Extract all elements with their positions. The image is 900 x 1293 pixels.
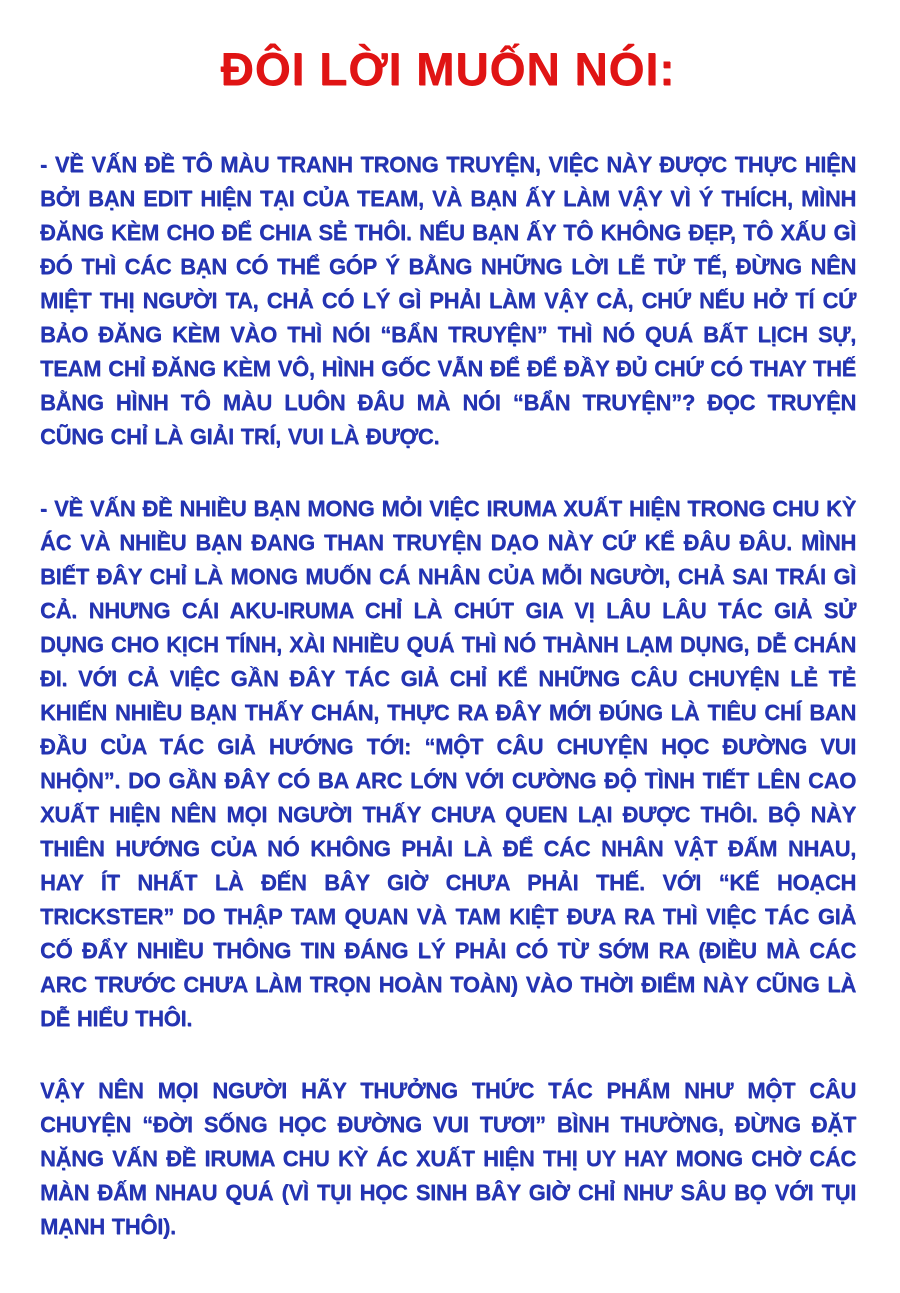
page-title: ĐÔI LỜI MUỐN NÓI: — [220, 43, 676, 95]
paragraph-closing-note: VẬY NÊN MỌI NGƯỜI HÃY THƯỞNG THỨC TÁC PHẨM NHƯ MỘT CÂU CHUYỆN “ĐỜI SỐNG HỌC ĐƯỜNG VUI TƯƠI” BÌNH THƯỜNG, ĐỪNG ĐẶT NẶNG VẤN ĐỀ IRUMA CHU KỲ ÁC XUẤT HIỆN THỊ UY HAY MONG CHỜ CÁC MÀN ĐẤM NHAU QUÁ (VÌ TỤI HỌC SINH BÂY GIỜ CHỈ NHƯ SÂU BỌ VỚI TỤI MẠNH THÔI). — [40, 1078, 856, 1239]
paragraph-coloring-note: - VỀ VẤN ĐỀ TÔ MÀU TRANH TRONG TRUYỆN, VIỆC NÀY ĐƯỢC THỰC HIỆN BỞI BẠN EDIT HIỆN TẠI CỦA TEAM, VÀ BẠN ẤY LÀM VẬY VÌ Ý THÍCH, MÌNH ĐĂNG KÈM CHO ĐỂ CHIA SẺ THÔI. NẾU BẠN ẤY TÔ KHÔNG ĐẸP, TÔ XẤU GÌ ĐÓ THÌ CÁC BẠN CÓ THỂ GÓP Ý BẰNG NHỮNG LỜI LẼ TỬ TẾ, ĐỪNG NÊN MIỆT THỊ NGƯỜI TA, CHẢ CÓ LÝ GÌ PHẢI LÀM VẬY CẢ, CHỨ NẾU HỞ TÍ CỨ BẢO ĐĂNG KÈM VÀO THÌ NÓI “BẨN TRUYỆN” THÌ NÓ QUÁ BẤT LỊCH SỰ, TEAM CHỈ ĐĂNG KÈM VÔ, HÌNH GỐC VẪN ĐỂ ĐỂ ĐẦY ĐỦ CHỨ CÓ THAY THẾ BẰNG HÌNH TÔ MÀU LUÔN ĐÂU MÀ NÓI “BẨN TRUYỆN”? ĐỌC TRUYỆN CŨNG CHỈ LÀ GIẢI TRÍ, VUI LÀ ĐƯỢC. — [40, 152, 856, 449]
paragraph-iruma-evil-cycle-note: - VỀ VẤN ĐỀ NHIỀU BẠN MONG MỎI VIỆC IRUMA XUẤT HIỆN TRONG CHU KỲ ÁC VÀ NHIỀU BẠN ĐANG THAN TRUYỆN DẠO NÀY CỨ KỂ ĐÂU ĐÂU. MÌNH BIẾT ĐÂY CHỈ LÀ MONG MUỐN CÁ NHÂN CỦA MỖI NGƯỜI, CHẢ SAI TRÁI GÌ CẢ. NHƯNG CÁI AKU-IRUMA CHỈ LÀ CHÚT GIA VỊ LÂU LÂU TÁC GIẢ SỬ DỤNG CHO KỊCH TÍNH, XÀI NHIỀU QUÁ THÌ NÓ THÀNH LẠM DỤNG, DỄ CHÁN ĐI. VỚI CẢ VIỆC GẦN ĐÂY TÁC GIẢ CHỈ KỂ NHỮNG CÂU CHUYỆN LẺ TẺ KHIẾN NHIỀU BẠN THẤY CHÁN, THỰC RA ĐÂY MỚI ĐÚNG LÀ TIÊU CHÍ BAN ĐẦU CỦA TÁC GIẢ HƯỚNG TỚI: “MỘT CÂU CHUYỆN HỌC ĐƯỜNG VUI NHỘN”. DO GẦN ĐÂY CÓ BA ARC LỚN VỚI CƯỜNG ĐỘ TÌNH TIẾT LÊN CAO XUẤT HIỆN NÊN MỌI NGƯỜI THẤY CHƯA QUEN LẠI ĐƯỢC THÔI. BỘ NÀY THIÊN HƯỚNG CỦA NÓ KHÔNG PHẢI LÀ ĐỂ CÁC NHÂN VẬT ĐẤM NHAU, HAY ÍT NHẤT LÀ ĐẾN BÂY GIỜ CHƯA PHẢI THẾ. VỚI “KẾ HOẠCH TRICKSTER” DO THẬP TAM QUAN VÀ TAM KIỆT ĐƯA RA THÌ VIỆC TÁC GIẢ CỐ ĐẨY NHIỀU THÔNG TIN ĐÁNG LÝ PHẢI CÓ TỪ SỚM RA (ĐIỀU MÀ CÁC ARC TRƯỚC CHƯA LÀM TRỌN HOÀN TOÀN) VÀO THỜI ĐIỂM NÀY CŨNG LÀ DỄ HIỂU THÔI. — [40, 496, 856, 1031]
